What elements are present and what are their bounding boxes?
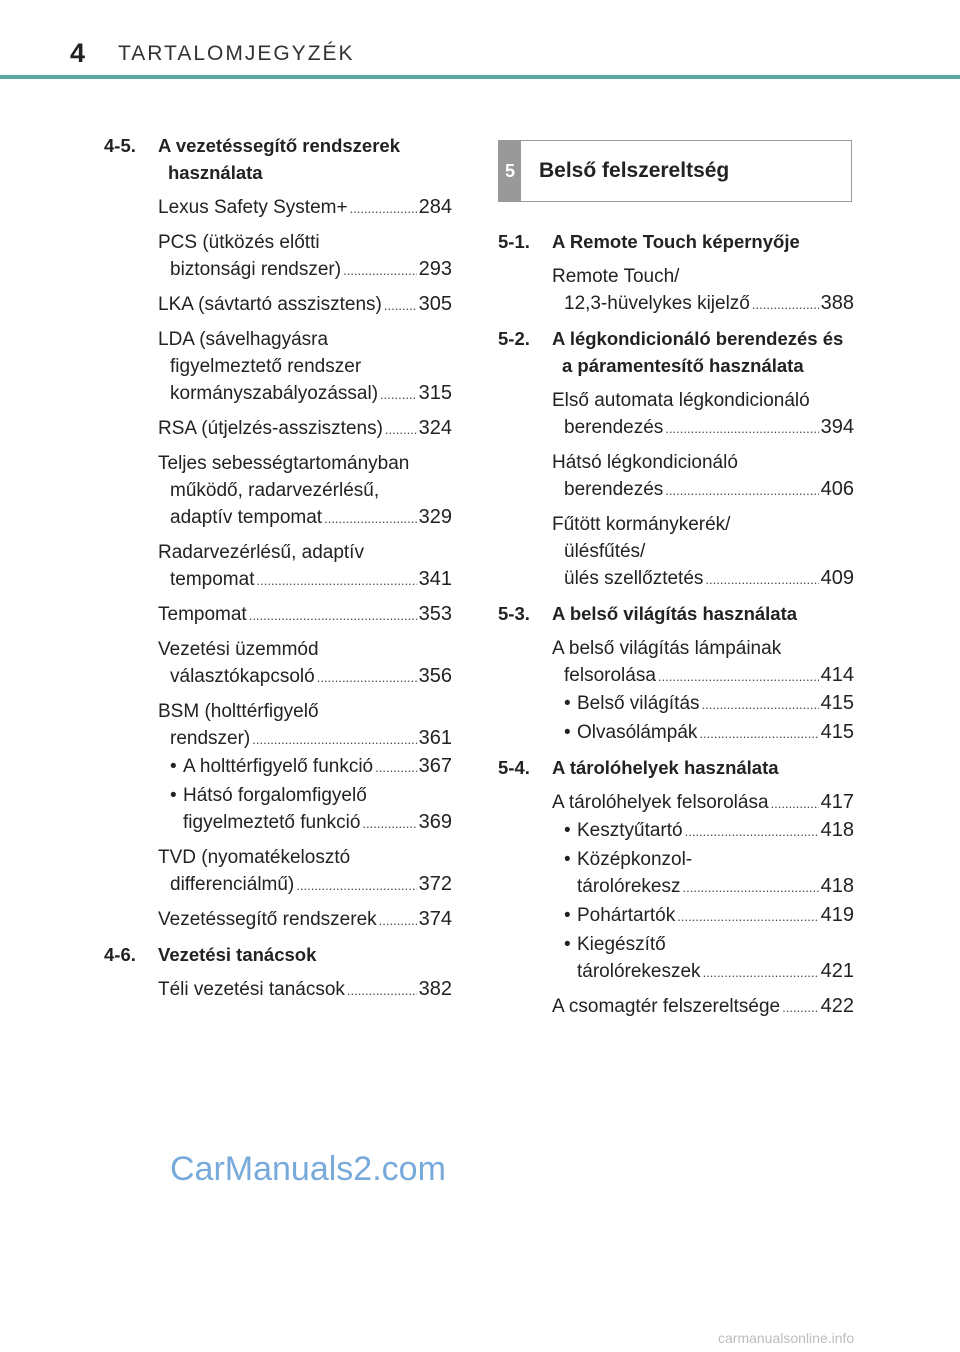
- toc-right-column: [498, 228, 854, 1028]
- page-title: TARTALOMJEGYZÉK: [118, 42, 355, 65]
- toc-section-4-6[interactable]: 4-6. Vezetési tanácsok: [104, 944, 317, 965]
- toc-entry-interior-lights-list[interactable]: A belső világítás lámpáinak felsorolása ..... 414: [552, 635, 854, 690]
- section-title: Belső felszereltség: [539, 159, 730, 182]
- toc-entry-winter-driving[interactable]: Téli vezetési tanácsok ..... 382: [158, 976, 452, 1004]
- toc-left-column: [104, 132, 452, 1011]
- toc-entry-tvd[interactable]: TVD (nyomatékelosztó differenciálmű) ..... 372: [158, 844, 452, 899]
- toc-section-4-5[interactable]: 4-5. A vezetéssegítő rendszerek használata: [104, 135, 400, 183]
- toc-entry-bsm[interactable]: BSM (holttérfigyelő rendszer) ..... 361: [158, 698, 452, 753]
- toc-section-5-1[interactable]: 5-1. A Remote Touch képernyője: [498, 231, 800, 252]
- toc-subentry-blind-spot[interactable]: • A holttérfigyelő funkció ..... 367: [170, 753, 452, 781]
- section-header-box: [498, 140, 852, 202]
- toc-subentry-interior-lights[interactable]: • Belső világítás ..... 415: [564, 690, 854, 718]
- toc-entry-radar-acc[interactable]: Radarvezérlésű, adaptív tempomat ..... 341: [158, 539, 452, 594]
- toc-entry-pcs[interactable]: PCS (ütközés előtti biztonsági rendszer) ..... 293: [158, 229, 452, 284]
- toc-entry-full-speed-acc[interactable]: Teljes sebességtartományban működő, radarvezérlésű, adaptív tempomat ..... 329: [158, 450, 452, 532]
- toc-entry-driving-assist[interactable]: Vezetéssegítő rendszerek ..... 374: [158, 906, 452, 934]
- toc-subentry-console-box[interactable]: • Középkonzol- tárolórekesz ..... 418: [564, 846, 854, 901]
- header-rule: [0, 75, 960, 79]
- toc-subentry-cup-holders[interactable]: • Pohártartók ..... 419: [564, 902, 854, 930]
- toc-subentry-reading-lights[interactable]: • Olvasólámpák ..... 415: [564, 719, 854, 747]
- toc-section-5-4[interactable]: 5-4. A tárolóhelyek használata: [498, 757, 779, 778]
- toc-entry-tempomat[interactable]: Tempomat ..... 353: [158, 601, 452, 629]
- toc-entry-rear-ac[interactable]: Hátsó légkondicionáló berendezés ..... 406: [552, 449, 854, 504]
- toc-section-5-3[interactable]: 5-3. A belső világítás használata: [498, 603, 798, 624]
- toc-subentry-glovebox[interactable]: • Kesztyűtartó ..... 418: [564, 817, 854, 845]
- toc-entry-lexus-safety[interactable]: Lexus Safety System+ ..... 284: [158, 194, 452, 222]
- toc-entry-front-ac[interactable]: Első automata légkondicionáló berendezés ..... 394: [552, 387, 854, 442]
- toc-entry-drive-mode[interactable]: Vezetési üzemmód választókapcsoló ..... 356: [158, 636, 452, 691]
- toc-entry-heated-steering[interactable]: Fűtött kormánykerék/ ülésfűtés/ ülés szellőztetés ..... 409: [552, 511, 854, 593]
- toc-subentry-aux-storage[interactable]: • Kiegészítő tárolórekeszek ..... 421: [564, 931, 854, 986]
- toc-section-5-2[interactable]: 5-2. A légkondicionáló berendezés és a páramentesítő használata: [498, 328, 844, 376]
- watermark-carmanuals2: CarManuals2.com: [170, 1150, 446, 1188]
- page-header: [0, 0, 960, 80]
- section-number-tab: 5: [499, 141, 521, 201]
- watermark-carmanualsonline: carmanualsonline.info: [718, 1330, 855, 1346]
- toc-entry-lda[interactable]: LDA (sávelhagyásra figyelmeztető rendszer kormányszabályozással) ..... 315: [158, 326, 452, 408]
- toc-subentry-rear-cross-traffic[interactable]: • Hátsó forgalomfigyelő figyelmeztető funkció ..... 369: [170, 782, 452, 837]
- toc-entry-remote-touch[interactable]: Remote Touch/ 12,3-hüvelykes kijelző ..... 388: [552, 263, 854, 318]
- toc-entry-storage-list[interactable]: A tárolóhelyek felsorolása ..... 417: [552, 789, 854, 817]
- toc-entry-luggage[interactable]: A csomagtér felszereltsége ..... 422: [552, 993, 854, 1021]
- page-number: 4: [70, 38, 86, 68]
- toc-entry-rsa[interactable]: RSA (útjelzés-asszisztens) ..... 324: [158, 415, 452, 443]
- toc-entry-lka[interactable]: LKA (sávtartó asszisztens) ..... 305: [158, 291, 452, 319]
